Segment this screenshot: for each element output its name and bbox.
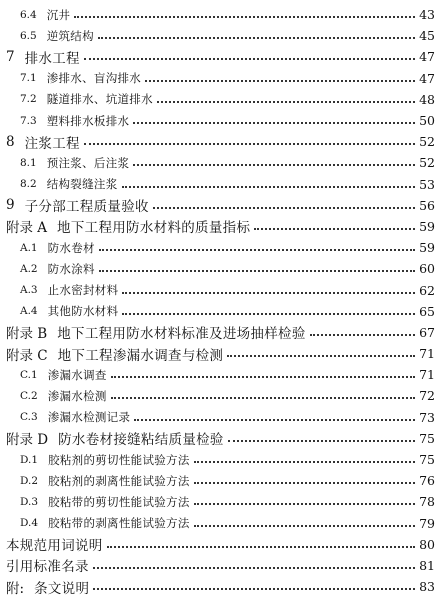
- table-of-contents: [0, 4, 444, 597]
- toc-entry-number: D.1: [20, 453, 39, 466]
- toc-entry-title: 塑料排水板排水: [46, 113, 130, 128]
- toc-entry-number: 7.3: [20, 114, 37, 127]
- toc-page-number: 47: [419, 49, 435, 65]
- toc-chapter-entry[interactable]: [0, 576, 444, 597]
- toc-page-number: 65: [419, 303, 435, 319]
- toc-section-entry[interactable]: [0, 25, 444, 46]
- toc-entry-title: 逆筑结构: [46, 28, 94, 43]
- toc-entry-number: 6.5: [20, 29, 37, 42]
- dot-leader: [228, 439, 415, 442]
- dot-leader: [122, 312, 415, 315]
- toc-page-number: 80: [419, 536, 435, 552]
- toc-entry-number: A.4: [20, 305, 38, 318]
- dot-leader: [111, 396, 415, 399]
- dot-leader: [84, 142, 415, 145]
- dot-leader: [157, 100, 415, 103]
- toc-section-entry[interactable]: [0, 237, 444, 258]
- toc-page-number: 75: [419, 430, 435, 446]
- toc-page-number: 60: [419, 261, 435, 277]
- toc-page-number: 47: [419, 70, 435, 86]
- toc-section-entry[interactable]: [0, 385, 444, 406]
- toc-section-entry[interactable]: [0, 449, 444, 470]
- toc-entry-title: 地下工程渗漏水调查与检测: [57, 347, 224, 364]
- toc-entry-number: D.3: [20, 495, 39, 508]
- dot-leader: [194, 460, 415, 463]
- toc-section-entry[interactable]: [0, 470, 444, 491]
- toc-entry-number: A.1: [20, 241, 38, 254]
- toc-chapter-entry[interactable]: [0, 195, 444, 216]
- toc-page-number: 79: [419, 515, 435, 531]
- toc-page-number: 83: [419, 579, 435, 595]
- toc-entry-number: C.3: [20, 411, 38, 424]
- toc-page-number: 71: [419, 367, 435, 383]
- dot-leader: [145, 79, 415, 82]
- toc-chapter-entry[interactable]: [0, 322, 444, 343]
- toc-entry-title: 沉井: [46, 7, 71, 22]
- toc-entry-title: 预注浆、后注浆: [46, 155, 130, 170]
- toc-entry-title: 注浆工程: [24, 135, 80, 152]
- toc-entry-number: D.2: [20, 474, 39, 487]
- toc-entry-number: 附录 D: [6, 432, 49, 449]
- toc-entry-title: 渗漏水检测记录: [47, 410, 131, 425]
- toc-section-entry[interactable]: [0, 4, 444, 25]
- toc-chapter-entry[interactable]: [0, 216, 444, 237]
- toc-section-entry[interactable]: [0, 279, 444, 300]
- toc-entry-title: 子分部工程质量验收: [24, 199, 149, 216]
- dot-leader: [99, 248, 415, 251]
- dot-leader: [107, 545, 415, 548]
- toc-entry-number: 7.2: [20, 93, 37, 106]
- toc-page-number: 81: [419, 557, 435, 573]
- dot-leader: [153, 206, 415, 209]
- toc-chapter-entry[interactable]: [0, 46, 444, 67]
- toc-entry-number: C.2: [20, 389, 38, 402]
- toc-entry-title: 胶粘带的剥离性能试验方法: [48, 516, 190, 531]
- toc-section-entry[interactable]: [0, 174, 444, 195]
- toc-section-entry[interactable]: [0, 513, 444, 534]
- toc-chapter-entry[interactable]: [0, 131, 444, 152]
- toc-page-number: 73: [419, 409, 435, 425]
- toc-entry-title: 隧道排水、坑道排水: [46, 92, 153, 107]
- toc-page-number: 75: [419, 452, 435, 468]
- toc-section-entry[interactable]: [0, 152, 444, 173]
- toc-entry-number: 7: [6, 48, 15, 65]
- toc-section-entry[interactable]: [0, 301, 444, 322]
- toc-section-entry[interactable]: [0, 258, 444, 279]
- toc-page-number: 76: [419, 473, 435, 489]
- toc-section-entry[interactable]: [0, 110, 444, 131]
- toc-section-entry[interactable]: [0, 407, 444, 428]
- dot-leader: [98, 36, 415, 39]
- dot-leader: [93, 566, 415, 569]
- toc-page-number: 59: [419, 240, 435, 256]
- dot-leader: [310, 333, 415, 336]
- toc-section-entry[interactable]: [0, 491, 444, 512]
- toc-entry-number: D.4: [20, 517, 39, 530]
- dot-leader: [122, 291, 415, 294]
- toc-entry-title: 渗排水、盲沟排水: [46, 71, 142, 86]
- toc-entry-title: 防水卷材接缝粘结质量检验: [58, 432, 224, 449]
- dot-leader: [227, 354, 415, 357]
- dot-leader: [84, 57, 415, 60]
- dot-leader: [122, 185, 415, 188]
- toc-entry-number: 6.4: [20, 8, 37, 21]
- toc-chapter-entry[interactable]: [0, 428, 444, 449]
- toc-page-number: 62: [419, 282, 435, 298]
- toc-chapter-entry[interactable]: [0, 555, 444, 576]
- toc-entry-title: 渗漏水检测: [47, 388, 107, 403]
- toc-page-number: 43: [419, 7, 435, 23]
- toc-section-entry[interactable]: [0, 68, 444, 89]
- toc-entry-number: 附:: [6, 580, 25, 597]
- dot-leader: [194, 524, 415, 527]
- toc-entry-number: 附录 C: [6, 347, 48, 364]
- toc-entry-title: 地下工程用防水材料的质量指标: [57, 220, 251, 237]
- toc-page-number: 48: [419, 91, 435, 107]
- toc-entry-title: 渗漏水调查: [47, 367, 107, 382]
- toc-page-number: 78: [419, 494, 435, 510]
- toc-page-number: 45: [419, 28, 435, 44]
- dot-leader: [254, 227, 415, 230]
- toc-entry-number: 8: [6, 133, 15, 150]
- dot-leader: [99, 269, 415, 272]
- toc-page-number: 52: [419, 134, 435, 150]
- toc-chapter-entry[interactable]: [0, 343, 444, 364]
- toc-entry-title: 结构裂缝注浆: [46, 177, 118, 192]
- toc-page-number: 59: [419, 218, 435, 234]
- toc-entry-title: 胶粘剂的剥离性能试验方法: [48, 473, 190, 488]
- toc-section-entry[interactable]: [0, 364, 444, 385]
- dot-leader: [133, 163, 415, 166]
- dot-leader: [93, 587, 415, 590]
- toc-entry-title: 本规范用词说明: [6, 538, 103, 555]
- toc-entry-title: 其他防水材料: [47, 304, 119, 319]
- toc-entry-title: 胶粘剂的剪切性能试验方法: [48, 452, 190, 467]
- toc-entry-title: 引用标准名录: [6, 559, 89, 576]
- toc-entry-number: 8.1: [20, 156, 37, 169]
- toc-entry-number: A.3: [20, 284, 38, 297]
- toc-entry-number: C.1: [20, 368, 38, 381]
- dot-leader: [111, 375, 415, 378]
- toc-page-number: 53: [419, 176, 435, 192]
- dot-leader: [194, 502, 415, 505]
- toc-page-number: 52: [419, 155, 435, 171]
- dot-leader: [133, 121, 415, 124]
- toc-entry-number: 7.1: [20, 72, 37, 85]
- toc-entry-title: 地下工程用防水材料标准及进场抽样检验: [57, 326, 306, 343]
- toc-section-entry[interactable]: [0, 89, 444, 110]
- toc-entry-number: 附录 B: [6, 326, 48, 343]
- dot-leader: [74, 15, 415, 18]
- toc-page-number: 56: [419, 197, 435, 213]
- toc-entry-title: 条文说明: [34, 580, 90, 597]
- toc-entry-number: A.2: [20, 262, 38, 275]
- toc-entry-number: 8.2: [20, 178, 37, 191]
- toc-chapter-entry[interactable]: [0, 534, 444, 555]
- dot-leader: [134, 418, 415, 421]
- toc-entry-title: 止水密封材料: [47, 283, 119, 298]
- toc-page-number: 72: [419, 388, 435, 404]
- toc-entry-title: 防水卷材: [47, 240, 95, 255]
- toc-entry-title: 胶粘带的剪切性能试验方法: [48, 494, 190, 509]
- toc-entry-number: 9: [6, 197, 15, 214]
- toc-page-number: 67: [419, 324, 435, 340]
- toc-page-number: 71: [419, 346, 435, 362]
- dot-leader: [194, 481, 415, 484]
- toc-entry-number: 附录 A: [6, 220, 48, 237]
- toc-page-number: 50: [419, 113, 435, 129]
- toc-entry-title: 排水工程: [24, 50, 80, 67]
- toc-entry-title: 防水涂料: [47, 261, 95, 276]
